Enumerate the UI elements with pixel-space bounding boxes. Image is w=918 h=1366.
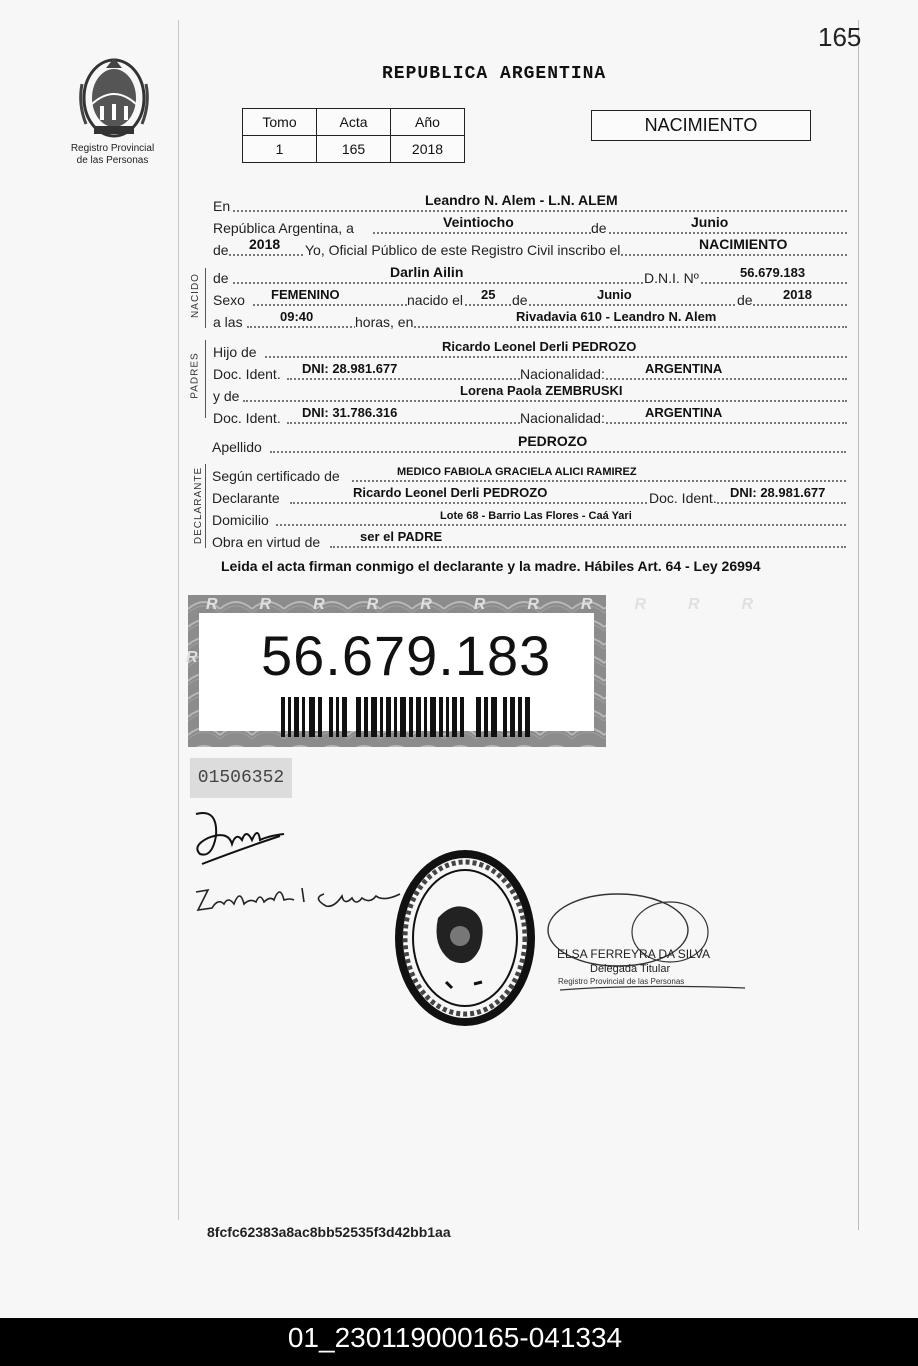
birth-place-value: Rivadavia 610 - Leandro N. Alem bbox=[516, 309, 717, 324]
page-number: 165 bbox=[818, 22, 862, 52]
birth-year-value: 2018 bbox=[783, 287, 812, 302]
stamp-white-panel bbox=[199, 613, 594, 731]
country-title: REPUBLICA ARGENTINA bbox=[382, 64, 607, 84]
row-y-de: y de Lorena Paola ZEMBRUSKI bbox=[213, 384, 847, 404]
table-value-acta: 165 bbox=[317, 136, 391, 163]
record-type-box: NACIMIENTO bbox=[591, 110, 811, 141]
mother-nationality-value: ARGENTINA bbox=[645, 405, 723, 420]
official-title: Delegada Titular bbox=[590, 963, 671, 975]
sexo-value: FEMENINO bbox=[271, 287, 340, 302]
mother-signature bbox=[194, 878, 404, 918]
table-header-acta: Acta bbox=[317, 109, 391, 136]
provincia-misiones-crest-icon bbox=[76, 54, 152, 140]
section-label-nacido: NACIDO bbox=[189, 273, 201, 318]
official-name: ELSA FERREYRA DA SILVA bbox=[557, 947, 710, 961]
dni-big-number: 56.679.183 bbox=[261, 624, 552, 687]
father-signature bbox=[188, 806, 298, 876]
year-value: 2018 bbox=[249, 236, 281, 252]
day-value: Veintiocho bbox=[443, 214, 514, 230]
stamp-letter-left: R bbox=[186, 649, 198, 666]
barcode-icon bbox=[281, 697, 531, 737]
table-value-tomo: 1 bbox=[243, 136, 317, 163]
row-hijo-de: Hijo de Ricardo Leonel Derli PEDROZO bbox=[213, 340, 847, 360]
row-year: de 2018 Yo, Oficial Público de este Registro Civil inscribo el NACIMIENTO bbox=[213, 238, 847, 258]
section-label-padres: PADRES bbox=[189, 352, 201, 399]
domicilio-value: Lote 68 - Barrio Las Flores - Caá Yari bbox=[440, 510, 632, 522]
footer-bar bbox=[0, 1318, 918, 1366]
father-doc-value: DNI: 28.981.677 bbox=[302, 361, 398, 376]
table-header-anio: Año bbox=[391, 109, 465, 136]
closing-text: Leida el acta firman conmigo el declarante y la madre. Hábiles Art. 64 - Ley 26994 bbox=[221, 558, 761, 574]
table-header-tomo: Tomo bbox=[243, 109, 317, 136]
birth-day-value: 25 bbox=[481, 287, 496, 302]
birth-time-value: 09:40 bbox=[280, 309, 314, 324]
place-value: Leandro N. Alem - L.N. ALEM bbox=[425, 192, 618, 208]
row-apellido: Apellido PEDROZO bbox=[212, 435, 846, 455]
father-nationality-value: ARGENTINA bbox=[645, 361, 723, 376]
mother-name-value: Lorena Paola ZEMBRUSKI bbox=[460, 383, 623, 398]
declarante-name-value: Ricardo Leonel Derli PEDROZO bbox=[353, 485, 548, 500]
certificado-value: MEDICO FABIOLA GRACIELA ALICI RAMIREZ bbox=[397, 466, 637, 478]
control-number: 01506352 bbox=[190, 758, 292, 798]
crest-caption: Registro Provincial de las Personas bbox=[70, 143, 155, 166]
child-name-value: Darlin Ailin bbox=[390, 264, 464, 280]
row-republica: República Argentina, a Veintiocho de Junio bbox=[213, 216, 847, 236]
birth-month-value: Junio bbox=[597, 287, 632, 302]
row-certificado: Según certificado de MEDICO FABIOLA GRACIELA ALICI RAMIREZ bbox=[212, 464, 846, 484]
section-label-declarante: DECLARANTE bbox=[193, 466, 205, 545]
row-domicilio: Domicilio Lote 68 - Barrio Las Flores - Caá Yari bbox=[212, 508, 846, 528]
right-margin-line bbox=[858, 20, 859, 1230]
declarante-doc-value: DNI: 28.981.677 bbox=[730, 485, 826, 500]
dni-number-stamp bbox=[186, 595, 796, 747]
father-name-value: Ricardo Leonel Derli PEDROZO bbox=[442, 339, 637, 354]
official-organization: Registro Provincial de las Personas bbox=[558, 977, 685, 986]
row-mother-doc: Doc. Ident. DNI: 31.786.316 Nacionalidad: ARGENTINA bbox=[213, 406, 847, 426]
apellido-value: PEDROZO bbox=[518, 433, 588, 449]
stamp-letters-top: RRRRRRRRRRR bbox=[206, 596, 796, 613]
row-en: En Leandro N. Alem - L.N. ALEM bbox=[213, 194, 847, 214]
mother-doc-value: DNI: 31.786.316 bbox=[302, 405, 398, 420]
row-nacido-name: de Darlin Ailin D.N.I. Nº 56.679.183 bbox=[213, 266, 847, 286]
row-hora: a las 09:40 horas, en Rivadavia 610 - Leandro N. Alem bbox=[213, 310, 847, 330]
document-hash: 8fcfc62383a8ac8bb52535f3d42bb1aa bbox=[207, 1224, 451, 1240]
row-obra: Obra en virtud de ser el PADRE bbox=[212, 530, 846, 550]
tomo-acta-table bbox=[242, 108, 465, 163]
row-father-doc: Doc. Ident. DNI: 28.981.677 Nacionalidad: ARGENTINA bbox=[213, 362, 847, 382]
event-value: NACIMIENTO bbox=[699, 236, 788, 252]
official-seal-icon bbox=[390, 848, 540, 1028]
row-declarante: Declarante Ricardo Leonel Derli PEDROZO Doc. Ident. DNI: 28.981.677 bbox=[212, 486, 846, 506]
month-value: Junio bbox=[691, 214, 729, 230]
child-dni-value: 56.679.183 bbox=[740, 265, 806, 280]
left-margin-line bbox=[178, 20, 179, 1220]
table-value-anio: 2018 bbox=[391, 136, 465, 163]
obra-value: ser el PADRE bbox=[360, 529, 443, 544]
row-sexo: Sexo FEMENINO nacido el 25 de Junio de 2018 bbox=[213, 288, 847, 308]
footer-code: 01_230119000165-041334 bbox=[287, 1322, 623, 1353]
